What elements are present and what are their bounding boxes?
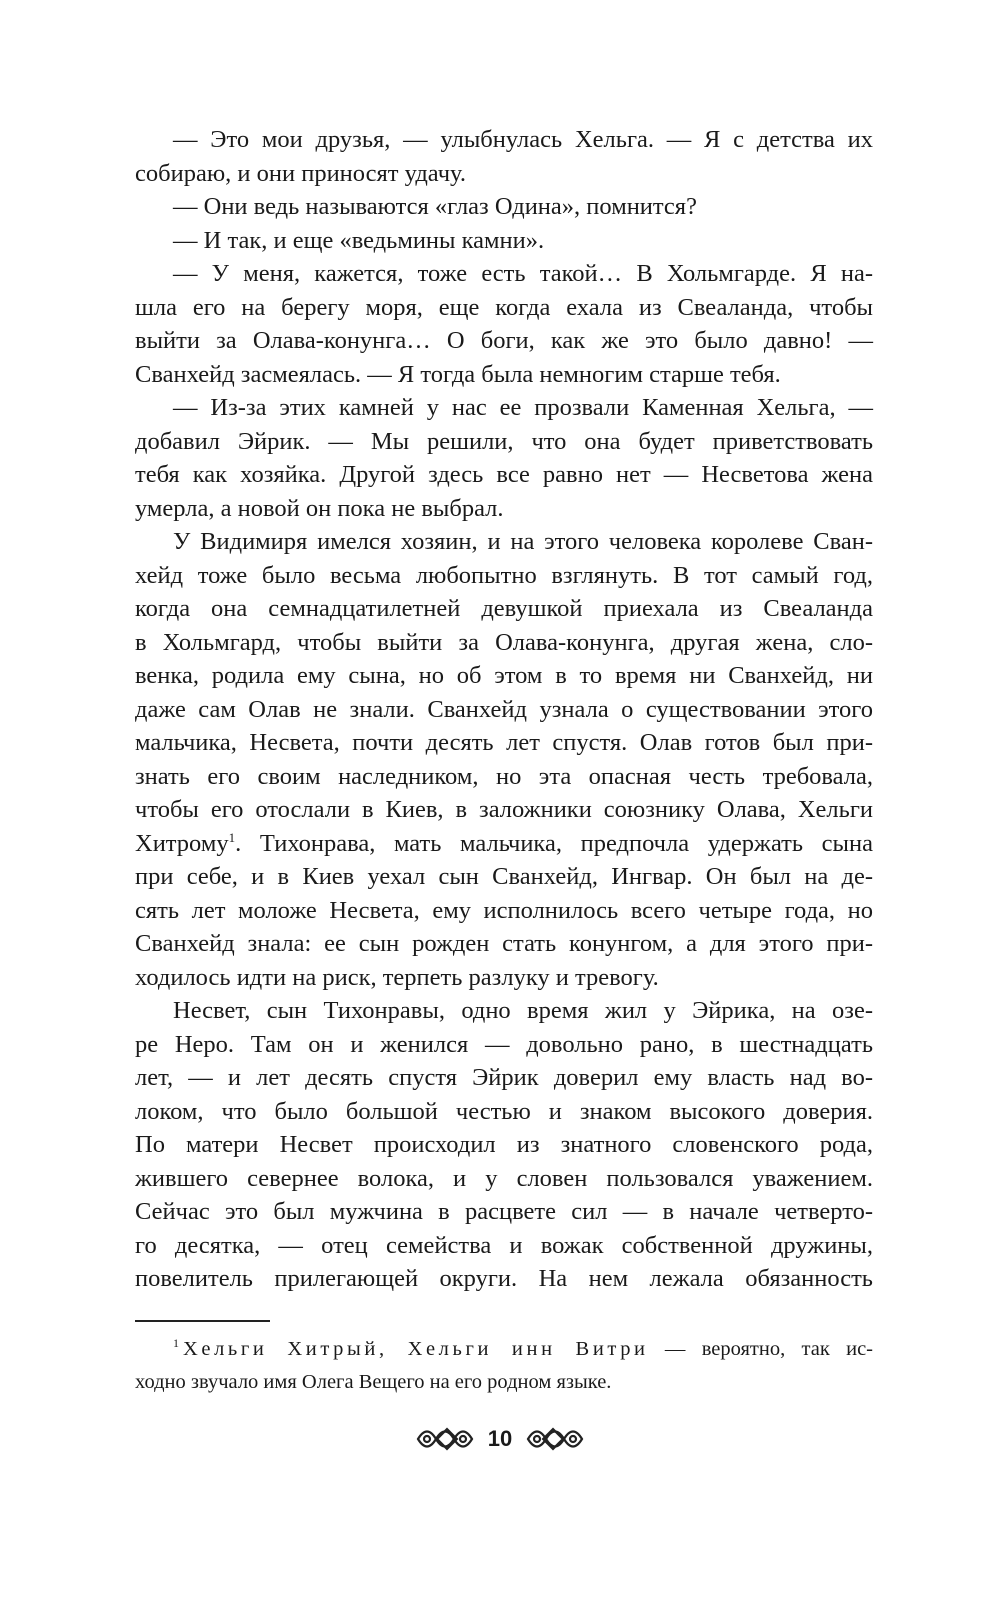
page-number: 10 xyxy=(487,1426,513,1451)
text-line: — У меня, кажется, тоже есть такой… В Хольмгарде. Я на- xyxy=(173,260,873,287)
text-line: в Хольмгард, чтобы выйти за Олава-конунга, другая жена, сло- xyxy=(135,628,873,656)
text-line: добавил Эйрик. — Мы решили, что она будет приветствовать xyxy=(135,427,873,455)
text-line: — Они ведь называются «глаз Одина», помнится? xyxy=(173,193,697,220)
text-line: локом, что было большой честью и знаком высокого доверия. xyxy=(135,1097,873,1125)
text-line: ходилось идти на риск, терпеть разлуку и тревогу. xyxy=(135,963,659,991)
text-line: — Из-за этих камней у нас ее прозвали Каменная Хельга, — xyxy=(173,394,873,421)
text-line: По матери Несвет происходил из знатного словенского рода, xyxy=(135,1131,873,1158)
text-line xyxy=(135,827,873,861)
text-line: умерла, а новой он пока не выбрал. xyxy=(135,494,504,522)
text-line: — Это мои друзья, — улыбнулась Хельга. — Я с детства их xyxy=(173,126,873,153)
text-line: Сванхейд знала: ее сын рожден стать конунгом, а для этого при- xyxy=(135,930,873,957)
footnote-reference[interactable]: 1 xyxy=(228,829,236,845)
text-fragment: . Тихонрава, мать мальчика, предпочла удержать сына xyxy=(235,829,873,857)
text-line: повелитель прилегающей округи. На нем лежала обязанность xyxy=(135,1265,873,1292)
footnote-line: ходно звучало имя Олега Вещего на его родном языке. xyxy=(135,1371,612,1393)
footnote-line xyxy=(135,1333,873,1366)
text-line: жившего севернее волока, и у словен пользовался уважением. xyxy=(135,1164,873,1192)
text-line: знать его своим наследником, но эта опасная честь требовала, xyxy=(135,762,873,790)
text-line: тебя как хозяйка. Другой здесь все равно нет — Несветова жена xyxy=(135,461,873,488)
footnote-term: Хельги Хитрый, Хельги инн Витри xyxy=(183,1338,649,1360)
ornament-left-icon xyxy=(416,1424,474,1454)
text-line: Сейчас это был мужчина в расцвете сил — в начале четверто- xyxy=(135,1198,873,1225)
footnote-divider xyxy=(135,1320,270,1322)
text-line: го десятка, — отец семейства и вожак собственной дружины, xyxy=(135,1231,873,1259)
text-fragment: Хитрому xyxy=(135,829,229,857)
ornament-right-icon xyxy=(526,1424,584,1454)
text-line: собираю, и они приносят удачу. xyxy=(135,159,466,187)
text-line: ре Неро. Там он и женился — довольно рано, в шестнадцать xyxy=(135,1030,873,1058)
text-line: хейд тоже было весьма любопытно взглянуть. В тот самый год, xyxy=(135,561,873,589)
body-text xyxy=(135,123,873,1296)
text-line: Сванхейд засмеялась. — Я тогда была немногим старше тебя. xyxy=(135,360,781,388)
text-line: мальчика, Несвета, почти десять лет спустя. Олав готов был при- xyxy=(135,729,873,756)
footnote-marker: 1 xyxy=(173,1336,179,1350)
text-line: лет, — и лет десять спустя Эйрик доверил ему власть над во- xyxy=(135,1064,873,1091)
text-line: когда она семнадцатилетней девушкой приехала из Свеаланда xyxy=(135,595,873,622)
page-footer xyxy=(0,1424,1000,1454)
text-line: выйти за Олава-конунга… О боги, как же это было давно! — xyxy=(135,327,873,354)
text-line: даже сам Олав не знали. Сванхейд узнала о существовании этого xyxy=(135,695,873,723)
text-line: при себе, и в Киев уехал сын Сванхейд, Ингвар. Он был на де- xyxy=(135,863,873,890)
text-line: венка, родила ему сына, но об этом в то время ни Сванхейд, ни xyxy=(135,662,873,689)
footnote-text: — вероятно, так ис- xyxy=(648,1338,873,1360)
text-line: Несвет, сын Тихонравы, одно время жил у Эйрика, на озе- xyxy=(173,997,873,1024)
text-line: У Видимиря имелся хозяин, и на этого человека королеве Сван- xyxy=(173,528,873,555)
text-line: шла его на берегу моря, еще когда ехала из Свеаланда, чтобы xyxy=(135,293,873,321)
text-line: — И так, и еще «ведьмины камни». xyxy=(173,226,545,254)
text-line: сять лет моложе Несвета, ему исполнилось всего четыре года, но xyxy=(135,896,873,924)
text-line: чтобы его отослали в Киев, в заложники союзнику Олава, Хельги xyxy=(135,796,873,823)
footnote xyxy=(135,1333,873,1399)
